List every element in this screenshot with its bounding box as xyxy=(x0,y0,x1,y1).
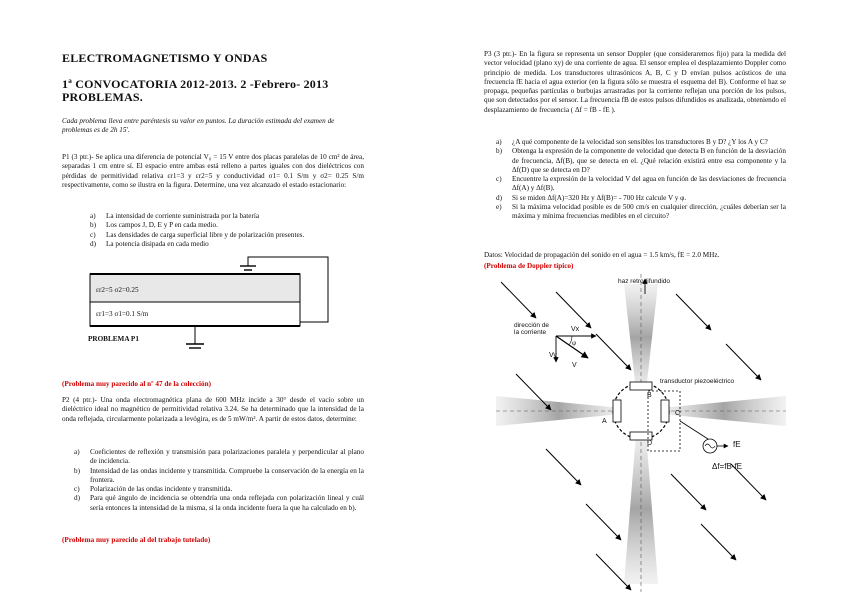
p1-questions xyxy=(90,212,360,249)
list-item: d) Si se miden Δf(A)=320 Hz y Δf(B)= - 700 Hz calcule V y φ. xyxy=(496,193,687,202)
exam-title: ELECTROMAGNETISMO Y ONDAS xyxy=(62,51,268,65)
p3-questions xyxy=(496,138,786,222)
p2-questions xyxy=(74,448,364,513)
transducer-d xyxy=(630,432,652,440)
exam-note: Cada problema lleva entre paréntesis su valor en puntos. La duración estimada del examen de problemas es de 2h 15'. xyxy=(62,117,335,134)
transducer-c-label: C xyxy=(675,410,681,417)
p2-remark: (Problema muy parecido al del trabajo tutelado) xyxy=(62,536,211,544)
list-item: c) Polarización de las ondas incidente y transmitida. xyxy=(74,485,233,494)
p1-remark: (Problema muy parecido al nº 47 de la colección) xyxy=(62,380,212,388)
list-item: a) La intensidad de corriente suministrada por la batería xyxy=(90,212,260,220)
list-item: d) La potencia disipada en cada medio xyxy=(90,239,209,248)
list-item: c) Las densidades de carga superficial libre y de polarización presentes. xyxy=(90,230,305,239)
convocatoria-heading: 1ª CONVOCATORIA 2012-2013. 2 -Febrero- 2013 xyxy=(62,77,329,91)
list-item: e) Si la máxima velocidad posible es de 500 cm/s en cualquier dirección, ¿cuáles deberían ser la máxima y mínima frecuencias medibles en el circuito? xyxy=(496,203,786,221)
transducer-b xyxy=(630,382,652,390)
v-label: V xyxy=(572,362,577,369)
list-item: a) ¿A qué componente de la velocidad son sensibles los transductores B y D? ¿Y los A y C? xyxy=(496,138,768,146)
list-item: b) Los campos J, D, E y P en cada medio. xyxy=(90,221,218,230)
haz-label: haz retrodifundido xyxy=(618,278,671,285)
p3-datos: Datos: Velocidad de propagación del sonido en el agua = 1.5 km/s, fE = 2.0 MHz. xyxy=(484,251,720,259)
p1-statement: P1 (3 ptr.)- Se aplica una diferencia de potencial V₀ = 15 V entre dos placas paralelas de 10 cm² de área, separadas 1 cm entre sí. El espacio entre ambas está relleno a partes iguales con dos dieléctricos con pérdidas de permitividad relativa εr1=3 y εr2=5 y conductividad σ1= 0.1 S/m y σ2= 0.25 S/m respectivamente, como se ilustra en la figura. Determine, una vez alcanzado el estado estacionario: xyxy=(62,153,364,189)
list-item: d) Para qué ángulo de incidencia se obtendría una onda reflejada con polarización lineal y cuál sería entonces la intensidad de la misma, si la onda incidente fuera la que ha calculado en b). xyxy=(74,494,364,512)
delta-f-label: Δf=fB-fE xyxy=(712,462,743,471)
vy-label: Vy xyxy=(549,352,557,359)
vx-label: Vx xyxy=(571,326,580,333)
p1-figure-label: PROBLEMA P1 xyxy=(88,335,139,343)
list-item: b) Obtenga la expresión de la componente de velocidad que detecta B en función de la desviación de frecuencia, Δf(B), que se detecta en el. ¿Qué relación existirá entre esa componente y la Δf(D) que se detecta en D? xyxy=(496,147,786,174)
problemas-heading: PROBLEMAS. xyxy=(62,90,144,104)
transducer-d-label: D xyxy=(647,440,653,447)
p3-statement: P3 (3 ptr.)- En la figura se representa un sensor Doppler (que consideraremos fijo) para la medida del vector velocidad (plano xy) de una corriente de agua. El sensor emplea el desplazamiento Doppler como principio de medida. Los transductores ultrasónicos A, B, C y D envían pulsos acústicos de una frecuencia fE hacia el agua exterior (en la figura sólo se muestra el esquema del B). Conforme el haz se propaga, pequeñas partículas o burbujas arrastradas por la corriente reflejan una porción de los pulsos, que son detectados por el sensor. La frecuencia fB de estos pulsos difundidos es analizada, obteniendo el desplazamiento de frecuencia ( Δf = fB - fE ). xyxy=(484,50,786,114)
list-item: c) Encuentre la expresión de la velocidad V del agua en función de las desviaciones de frecuencia Δf(A) y Δf(B). xyxy=(496,175,786,193)
list-item: a) Coeficientes de reflexión y transmisión para polarizaciones paralela y perpendicular al plano de incidencia. xyxy=(74,448,364,466)
transducer-b-label: B xyxy=(647,392,652,399)
transducer-c xyxy=(661,400,669,422)
transducer-a-label: A xyxy=(602,418,607,425)
layer-top-label: εr2=5 σ2=0.25 xyxy=(96,286,139,294)
direccion-label: dirección de la corriente xyxy=(514,322,550,336)
list-item: b) Intensidad de las ondas incidente y transmitida. Compruebe la conservación de la energía en la frontera. xyxy=(74,466,364,484)
p3-remark: (Problema de Doppler típico) xyxy=(484,262,574,270)
transductor-label: transductor piezoeléctrico xyxy=(660,378,735,385)
layer-bottom-label: εr1=3 σ1=0.1 S/m xyxy=(96,310,149,318)
p2-statement: P2 (4 ptr.)- Una onda electromagnética plana de 600 MHz incide a 30° desde el vacío sobre un dieléctrico ideal no magnético de permitividad relativa 3.24. Se ha determinado que la intensidad de la onda reflejada, circularmente polarizada a levógira, es de 5 mW/m². A partir de estos datos, determine: xyxy=(62,396,364,423)
fe-label: fE xyxy=(733,440,741,449)
phi-label: φ xyxy=(572,339,577,347)
transducer-a xyxy=(613,400,621,422)
